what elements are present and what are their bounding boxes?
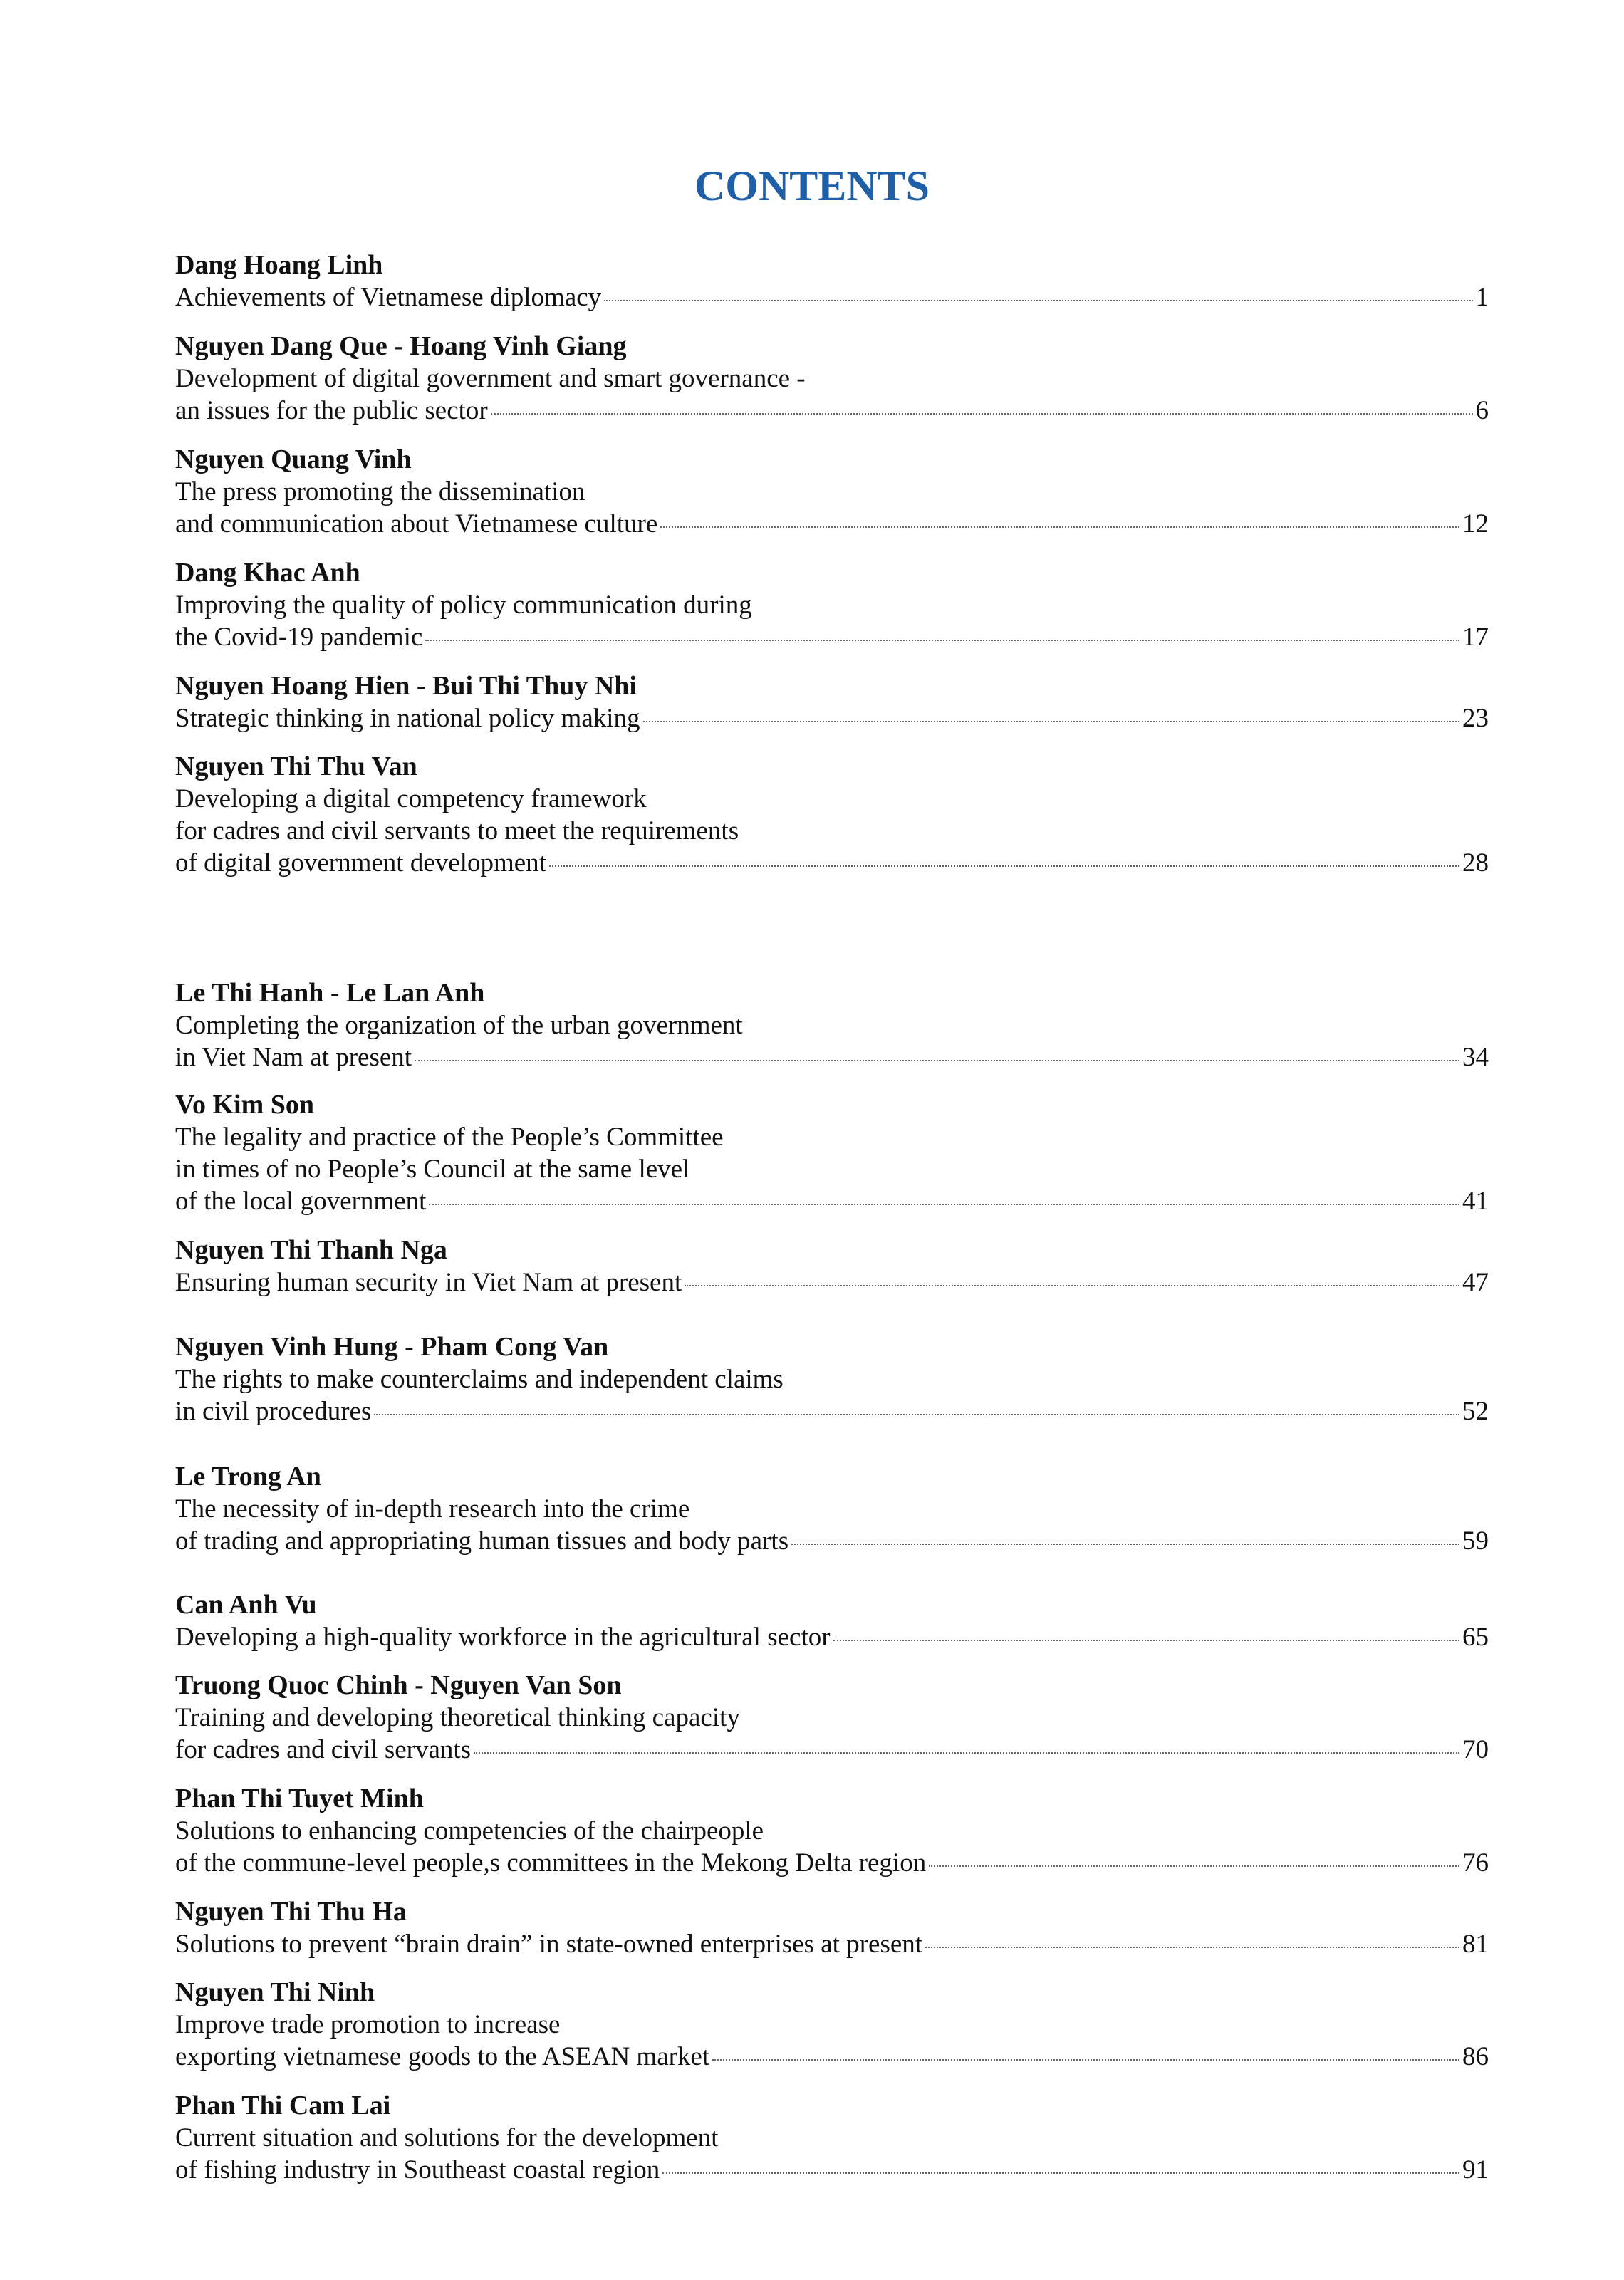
dot-leader: [833, 1640, 1459, 1641]
dot-leader: [415, 1060, 1459, 1061]
entry-title-row: [175, 621, 1489, 653]
entry-title-line: The rights to make counterclaims and independent claims: [175, 1365, 784, 1394]
dot-leader: [660, 526, 1459, 528]
entry-author: Nguyen Thi Thanh Nga: [175, 1235, 447, 1265]
dot-leader: [425, 640, 1459, 641]
entry-title-line: exporting vietnamese goods to the ASEAN market: [175, 2042, 710, 2071]
entry-title-line: Current situation and solutions for the development: [175, 2123, 719, 2153]
entry-author: Phan Thi Tuyet Minh: [175, 1784, 424, 1813]
entry-title-row: [175, 281, 1489, 313]
entry-author: Nguyen Thi Thu Ha: [175, 1897, 407, 1927]
entry-author: Can Anh Vu: [175, 1590, 317, 1620]
toc-entry: [175, 444, 1489, 540]
entry-title-line: Achievements of Vietnamese diplomacy: [175, 283, 602, 312]
entry-title-line: The press promoting the dissemination: [175, 477, 585, 506]
entry-title-line: of the commune-level people,s committees in the Mekong Delta region: [175, 1848, 927, 1878]
dot-leader: [662, 2172, 1459, 2174]
toc-entry: [175, 1234, 1489, 1298]
page-number: 59: [1462, 1526, 1489, 1556]
entry-title-line: Training and developing theoretical thinking capacity: [175, 1703, 740, 1732]
toc-entry: [175, 2090, 1489, 2186]
entry-title-line: in times of no People’s Council at the same level: [175, 1155, 690, 1184]
entry-title-line: in Viet Nam at present: [175, 1043, 412, 1072]
entry-title-line: an issues for the public sector: [175, 396, 488, 425]
page-number: 17: [1462, 623, 1489, 652]
entry-title-line: Solutions to enhancing competencies of the chairpeople: [175, 1816, 764, 1846]
toc-entry: [175, 330, 1489, 427]
toc-entry: [175, 1089, 1489, 1217]
entry-title-line: Strategic thinking in national policy making: [175, 704, 640, 733]
entry-title-row: [175, 2041, 1489, 2073]
entry-title-row: [175, 1734, 1489, 1766]
entry-title-line: Completing the organization of the urban government: [175, 1011, 743, 1040]
entry-title-row: [175, 702, 1489, 734]
entry-title-line: Developing a digital competency framework: [175, 784, 647, 813]
toc-entry: [175, 557, 1489, 653]
entry-title-row: [175, 1928, 1489, 1960]
entry-author: Nguyen Thi Thu Van: [175, 751, 417, 781]
entry-author: Le Thi Hanh - Le Lan Anh: [175, 978, 485, 1008]
dot-leader: [374, 1414, 1459, 1415]
page-number: 1: [1475, 283, 1489, 312]
entry-title-row: [175, 1185, 1489, 1217]
entry-title-row: [175, 508, 1489, 540]
dot-leader: [643, 721, 1459, 722]
entry-title-row: [175, 1266, 1489, 1298]
entry-title-line: Improving the quality of policy communication during: [175, 590, 752, 620]
entry-title-row: [175, 1395, 1489, 1427]
entry-title-row: [175, 1525, 1489, 1557]
page-title: CONTENTS: [694, 162, 930, 209]
entry-title-line: in civil procedures: [175, 1397, 372, 1426]
dot-leader: [791, 1544, 1459, 1545]
dot-leader: [929, 1865, 1459, 1867]
page-number: 70: [1462, 1735, 1489, 1764]
toc-entry: [175, 1589, 1489, 1653]
page-number: 76: [1462, 1848, 1489, 1878]
dot-leader: [925, 1947, 1459, 1948]
entry-author: Phan Thi Cam Lai: [175, 2091, 391, 2120]
toc-entry: [175, 1896, 1489, 1960]
toc-entry: [175, 1670, 1489, 1766]
entry-author: Dang Khac Anh: [175, 558, 360, 588]
entry-title-row: [175, 847, 1489, 879]
dot-leader: [604, 300, 1472, 301]
page-number: 81: [1462, 1930, 1489, 1959]
entry-author: Nguyen Quang Vinh: [175, 444, 412, 474]
entry-title-line: for cadres and civil servants: [175, 1735, 472, 1764]
dot-leader: [549, 865, 1459, 867]
entry-title-row: [175, 1847, 1489, 1879]
entry-author: Nguyen Thi Ninh: [175, 1977, 375, 2007]
page-number: 6: [1475, 396, 1489, 425]
toc-entry: [175, 249, 1489, 313]
entry-author: Nguyen Hoang Hien - Bui Thi Thuy Nhi: [175, 671, 637, 701]
entry-title-line: Improve trade promotion to increase: [175, 2010, 561, 2039]
entry-title-line: Ensuring human security in Viet Nam at present: [175, 1268, 682, 1297]
entry-title-line: for cadres and civil servants to meet the requirements: [175, 816, 739, 845]
page-number: 41: [1462, 1187, 1489, 1216]
toc-entry: [175, 751, 1489, 879]
entry-title-row: [175, 395, 1489, 427]
toc-entry: [175, 670, 1489, 734]
toc-entry: [175, 977, 1489, 1073]
toc-entry: [175, 1783, 1489, 1879]
dot-leader: [685, 1285, 1459, 1286]
entry-title-line: of fishing industry in Southeast coastal region: [175, 2155, 660, 2185]
entry-title-line: and communication about Vietnamese culture: [175, 509, 658, 538]
page-number: 12: [1462, 509, 1489, 538]
dot-leader: [474, 1752, 1459, 1754]
page-number: 34: [1462, 1043, 1489, 1072]
page-number: 91: [1462, 2155, 1489, 2185]
entry-title-line: The legality and practice of the People’s Committee: [175, 1123, 724, 1152]
entry-author: Nguyen Dang Que - Hoang Vinh Giang: [175, 331, 627, 361]
entry-title-line: The necessity of in-depth research into the crime: [175, 1494, 690, 1524]
page-number: 65: [1462, 1623, 1489, 1652]
page-number: 23: [1462, 704, 1489, 733]
entry-title-line: Solutions to prevent “brain drain” in state-owned enterprises at present: [175, 1930, 923, 1959]
entry-title-line: of trading and appropriating human tissues and body parts: [175, 1526, 789, 1556]
toc-entry: [175, 1977, 1489, 2073]
entry-title-line: of the local government: [175, 1187, 427, 1216]
entry-title-line: Developing a high-quality workforce in the agricultural sector: [175, 1623, 831, 1652]
dot-leader: [491, 413, 1473, 415]
entry-title-row: [175, 1621, 1489, 1653]
entry-author: Nguyen Vinh Hung - Pham Cong Van: [175, 1332, 609, 1362]
entry-title-line: the Covid-19 pandemic: [175, 623, 423, 652]
page-number: 28: [1462, 848, 1489, 878]
page-number: 86: [1462, 2042, 1489, 2071]
entry-title-line: of digital government development: [175, 848, 546, 878]
page-number: 47: [1462, 1268, 1489, 1297]
page-number: 52: [1462, 1397, 1489, 1426]
entry-author: Le Trong An: [175, 1462, 321, 1492]
entry-author: Dang Hoang Linh: [175, 250, 383, 280]
dot-leader: [429, 1204, 1459, 1205]
entry-title-row: [175, 2154, 1489, 2186]
entry-author: Vo Kim Son: [175, 1090, 314, 1120]
entry-title-row: [175, 1041, 1489, 1073]
entry-author: Truong Quoc Chinh - Nguyen Van Son: [175, 1670, 622, 1700]
entry-title-line: Development of digital government and smart governance -: [175, 364, 806, 393]
dot-leader: [712, 2059, 1459, 2061]
toc-entry: [175, 1331, 1489, 1427]
toc-entry: [175, 1461, 1489, 1557]
